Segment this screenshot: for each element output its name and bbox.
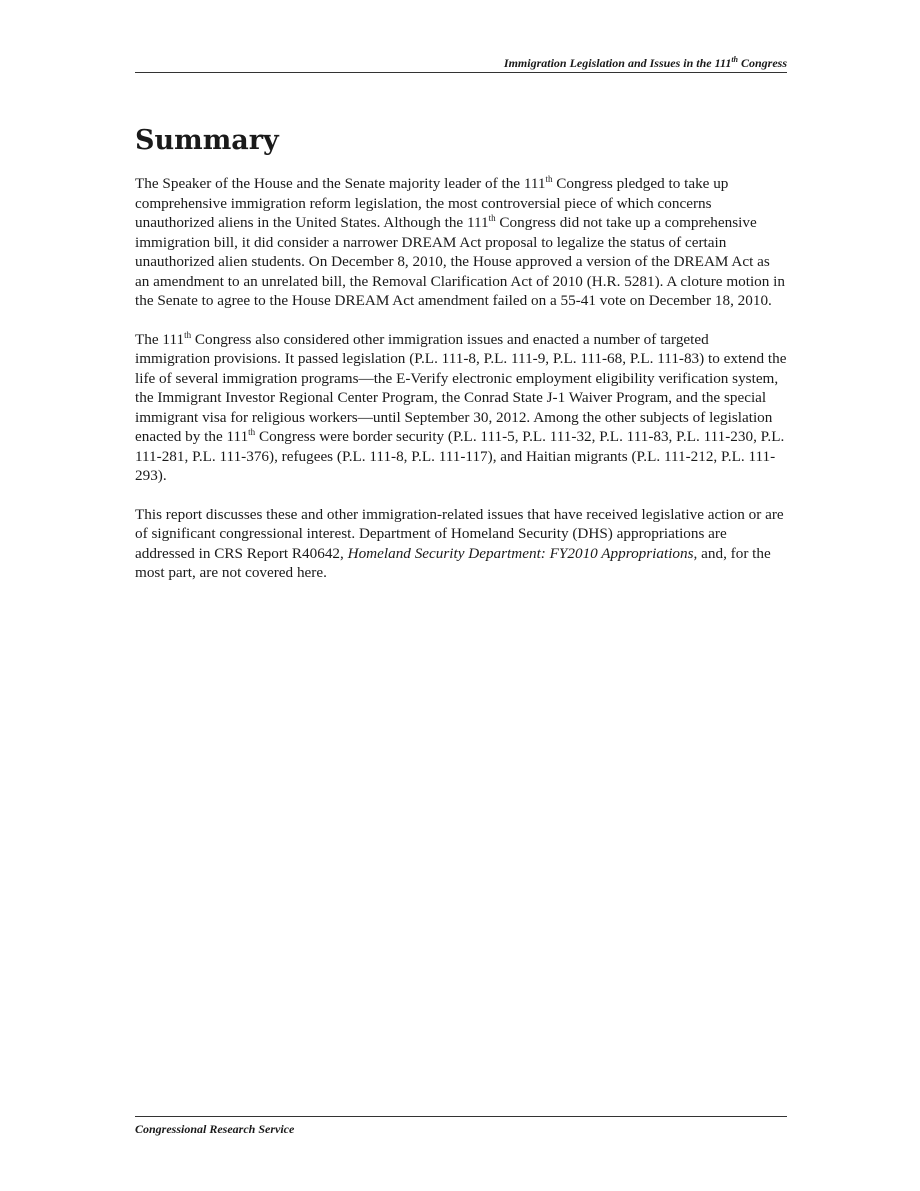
page-header	[135, 55, 787, 73]
summary-paragraph-2	[135, 330, 787, 486]
summary-paragraph-3	[135, 505, 787, 583]
report-title-italic: Homeland Security Department: FY2010 Appropriations	[347, 544, 694, 562]
page-footer: Congressional Research Service	[135, 1116, 787, 1137]
header-title-pre: Immigration Legislation and Issues in the 111	[503, 56, 732, 70]
p3-text-b: , and, for the most part, are not covered here.	[135, 544, 771, 581]
p1-sup-b: th	[488, 212, 496, 223]
p1-text-b: Congress pledged to take up comprehensive immigration reform legislation, the most controversial piece of which concerns unauthorized aliens in the United States. Although the 111	[135, 175, 729, 231]
p1-sup-a: th	[545, 173, 553, 184]
p2-text-a: The 111	[135, 330, 185, 348]
summary-paragraph-1	[135, 174, 787, 311]
p1-text-c: Congress did not take up a comprehensive immigration bill, it did consider a narrower DREAM Act proposal to legalize the status of certain unauthorized alien students. On December 8, 2010, the House approved a version of the DREAM Act as an amendment to an unrelated bill, the Removal Clarification Act of 2010 (H.R. 5281). A cloture motion in the Senate to agree to the House DREAM Act amendment failed on a 55-41 vote on December 18, 2010.	[135, 214, 785, 309]
p1-text-a: The Speaker of the House and the Senate majority leader of the 111	[135, 175, 546, 192]
p2-text-c: Congress were border security (P.L. 111-5, P.L. 111-32, P.L. 111-83, P.L. 111-230, P.L. 111-281, P.L. 111-376), refugees (P.L. 111-8, P.L. 111-117), and Haitian migrants (P.L. 111-212, P.L. 111-293).	[135, 428, 785, 484]
summary-heading: Summary	[135, 125, 279, 156]
header-title-sup: th	[731, 55, 738, 64]
header-title-post: Congress	[737, 56, 787, 70]
p3-text-a: This report discusses these and other immigration-related issues that have received legislative action or are of significant congressional interest. Department of Homeland Security (DHS) appropriations are addressed in CRS Report R40642,	[135, 505, 784, 562]
p2-text-b: Congress also considered other immigration issues and enacted a number of targeted immigration provisions. It passed legislation (P.L. 111-8, P.L. 111-9, P.L. 111-68, P.L. 111-83) to extend the life of several immigration programs—the E-Verify electronic employment eligibility verification system, the Immigrant Investor Regional Center Program, the Conrad State J-1 Waiver Program, and the special immigrant visa for religious workers—until September 30, 2012. Among the other subjects of legislation enacted by the 111	[135, 330, 787, 445]
p2-sup-a: th	[184, 329, 192, 340]
p2-sup-b: th	[248, 426, 256, 437]
summary-body	[135, 174, 787, 602]
